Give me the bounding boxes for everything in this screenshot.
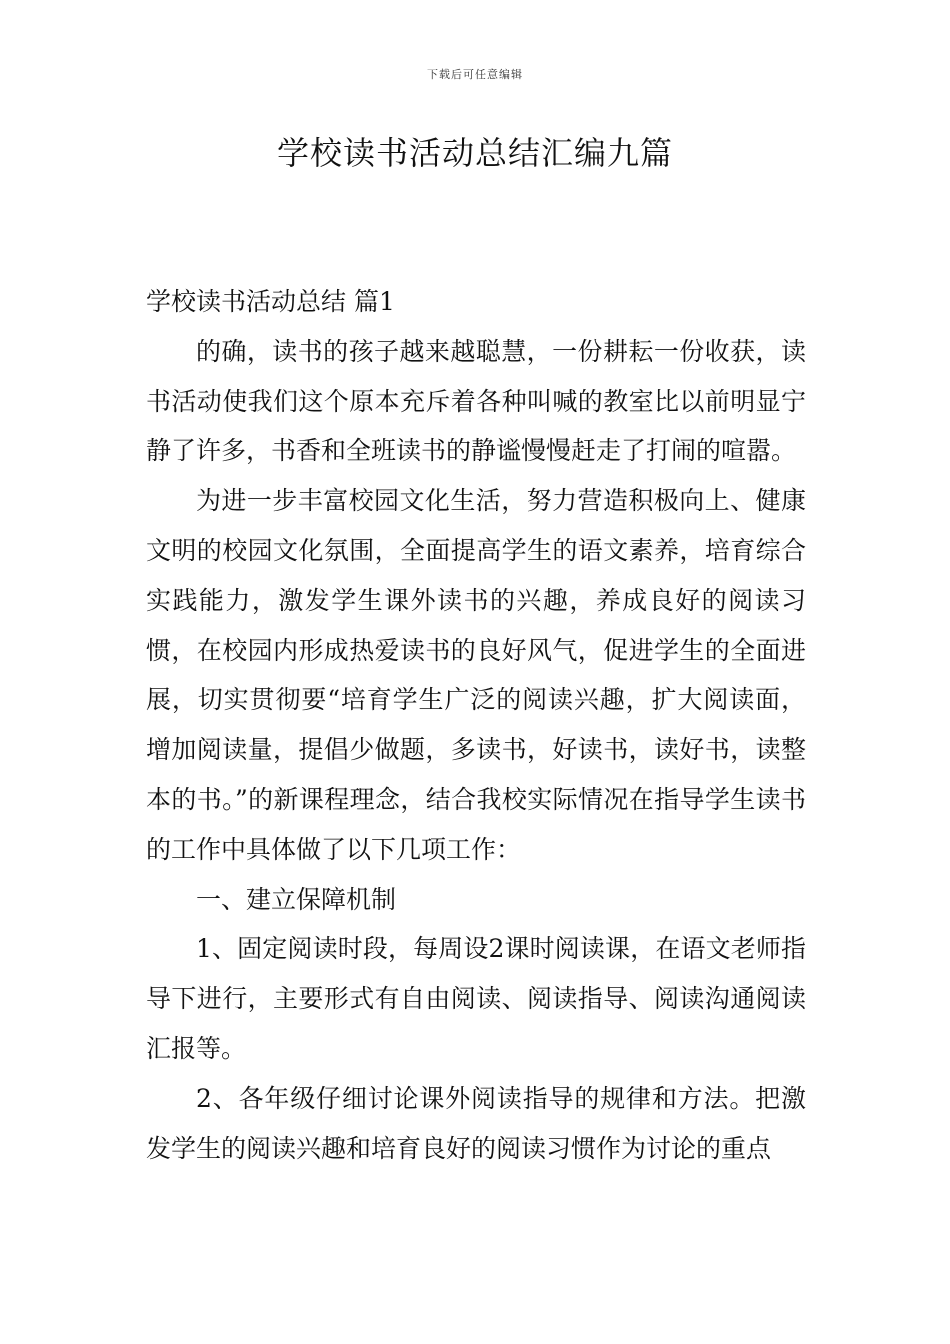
subsection-heading: 一、建立保障机制 <box>196 884 397 914</box>
paragraph: 为进一步丰富校园文化生活，努力营造积极向上、健康文明的校园文化氛围，全面提高学生的语文素养，培育综合实践能力，激发学生课外读书的兴趣，养成良好的阅读习惯，在校园内形成热爱读书的良好风气，促进学生的全面进展，切实贯彻要“培育学生广泛的阅读兴趣，扩大阅读面，增加阅读量，提倡少做题，多读书，好读书，读好书，读整本的书。”的新课程理念，结合我校实际情况在指导学生读书的工作中具体做了以下几项工作： <box>146 486 806 864</box>
paragraph: 2、各年级仔细讨论课外阅读指导的规律和方法。把激发学生的阅读兴趣和培育良好的阅读习惯作为讨论的重点 <box>146 1083 806 1163</box>
paragraph: 的确，读书的孩子越来越聪慧，一份耕耘一份收获，读书活动使我们这个原本充斥着各种叫喊的教室比以前明显宁静了许多，书香和全班读书的静谧慢慢赶走了打闹的喧嚣。 <box>146 336 806 466</box>
document-body <box>146 277 806 1173</box>
paragraph: 1、固定阅读时段，每周设2课时阅读课，在语文老师指导下进行，主要形式有自由阅读、阅读指导、阅读沟通阅读汇报等。 <box>146 934 806 1063</box>
section-heading: 学校读书活动总结 篇1 <box>146 287 395 316</box>
document-title: 学校读书活动总结汇编九篇 <box>276 134 673 172</box>
header-note: 下载后可任意编辑 <box>427 68 523 81</box>
